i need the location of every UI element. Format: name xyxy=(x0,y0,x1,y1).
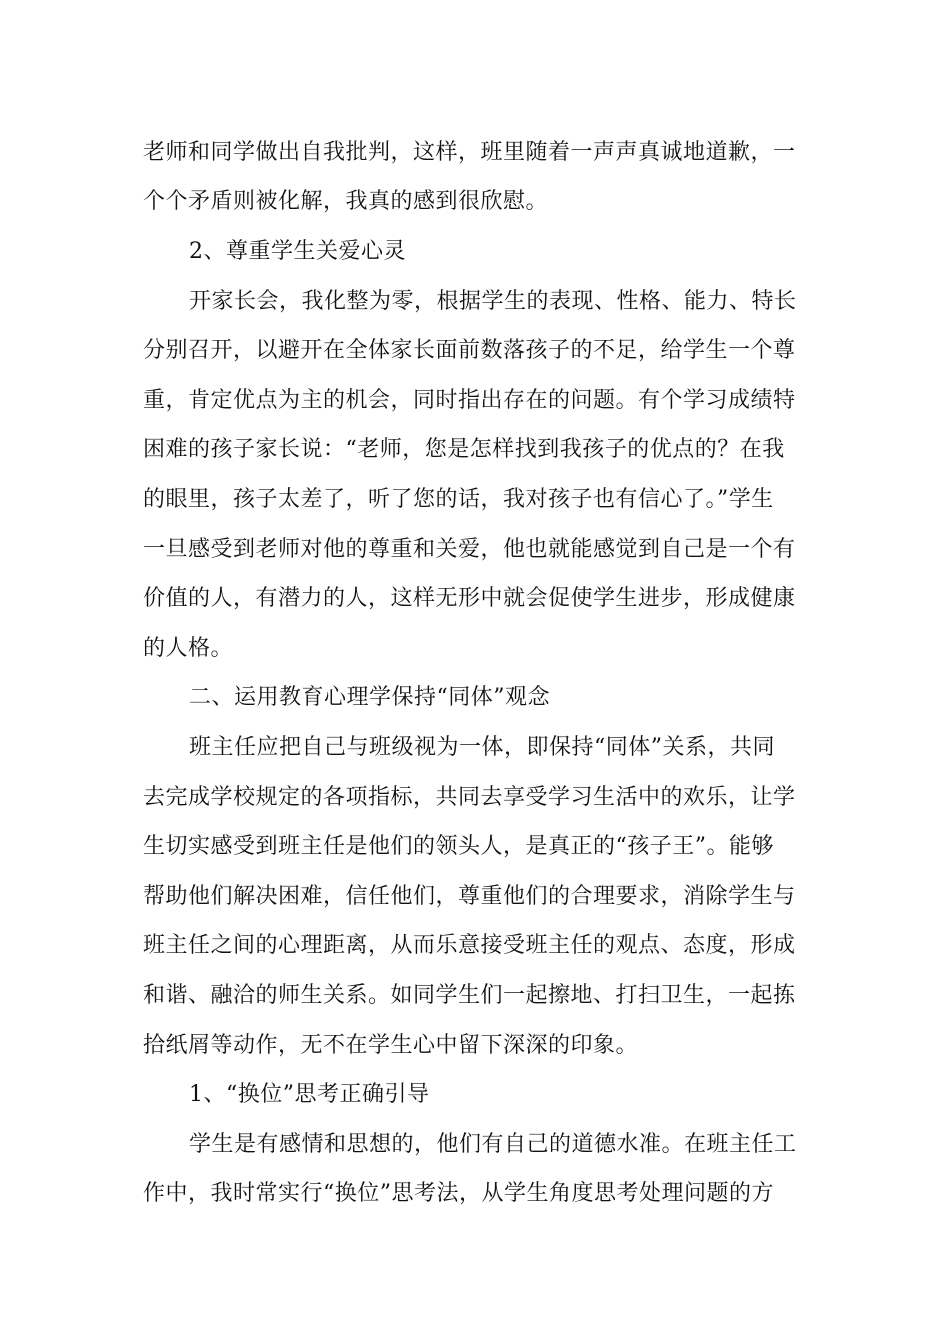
body-text-line: 的眼里，孩子太差了，听了您的话，我对孩子也有信心了。”学生 xyxy=(143,487,774,512)
body-text-line: 和谐、融洽的师生关系。如同学生们一起擦地、打扫卫生，一起拣 xyxy=(143,983,796,1008)
section-heading: 二、运用教育心理学保持“同体”观念 xyxy=(189,685,550,710)
body-text-line: 价值的人，有潜力的人，这样无形中就会促使学生进步，形成健康 xyxy=(143,586,796,611)
body-text-line: 一旦感受到老师对他的尊重和关爱，他也就能感觉到自己是一个有 xyxy=(143,537,796,562)
body-text-line: 老师和同学做出自我批判，这样，班里随着一声声真诚地道歉，一 xyxy=(143,140,796,165)
body-text-line: 困难的孩子家长说：“老师，您是怎样找到我孩子的优点的？在我 xyxy=(143,437,785,462)
paragraph-first-line: 开家长会，我化整为零，根据学生的表现、性格、能力、特长 xyxy=(189,289,797,314)
body-text-line: 作中，我时常实行“换位”思考法，从学生角度思考处理问题的方 xyxy=(143,1181,774,1206)
section-heading: 1、“换位”思考正确引导 xyxy=(189,1082,430,1107)
body-text-line: 帮助他们解决困难，信任他们，尊重他们的合理要求，消除学生与 xyxy=(143,884,796,909)
section-heading: 2、尊重学生关爱心灵 xyxy=(189,239,406,264)
body-text-line: 去完成学校规定的各项指标，共同去享受学习生活中的欢乐，让学 xyxy=(143,785,796,810)
paragraph-first-line: 班主任应把自己与班级视为一体，即保持“同体”关系，共同 xyxy=(189,735,775,760)
body-text-line: 分别召开，以避开在全体家长面前数落孩子的不足，给学生一个尊 xyxy=(143,338,796,363)
body-text-line: 的人格。 xyxy=(143,636,234,661)
body-text-line: 拾纸屑等动作，无不在学生心中留下深深的印象。 xyxy=(143,1033,639,1058)
body-text-line: 生切实感受到班主任是他们的领头人，是真正的“孩子王”。能够 xyxy=(143,834,774,859)
paragraph-first-line: 学生是有感情和思想的，他们有自己的道德水准。在班主任工 xyxy=(189,1132,797,1157)
body-text-line: 重，肯定优点为主的机会，同时指出存在的问题。有个学习成绩特 xyxy=(143,388,796,413)
body-text-line: 班主任之间的心理距离，从而乐意接受班主任的观点、态度，形成 xyxy=(143,933,796,958)
body-text-line: 个个矛盾则被化解，我真的感到很欣慰。 xyxy=(143,189,549,214)
